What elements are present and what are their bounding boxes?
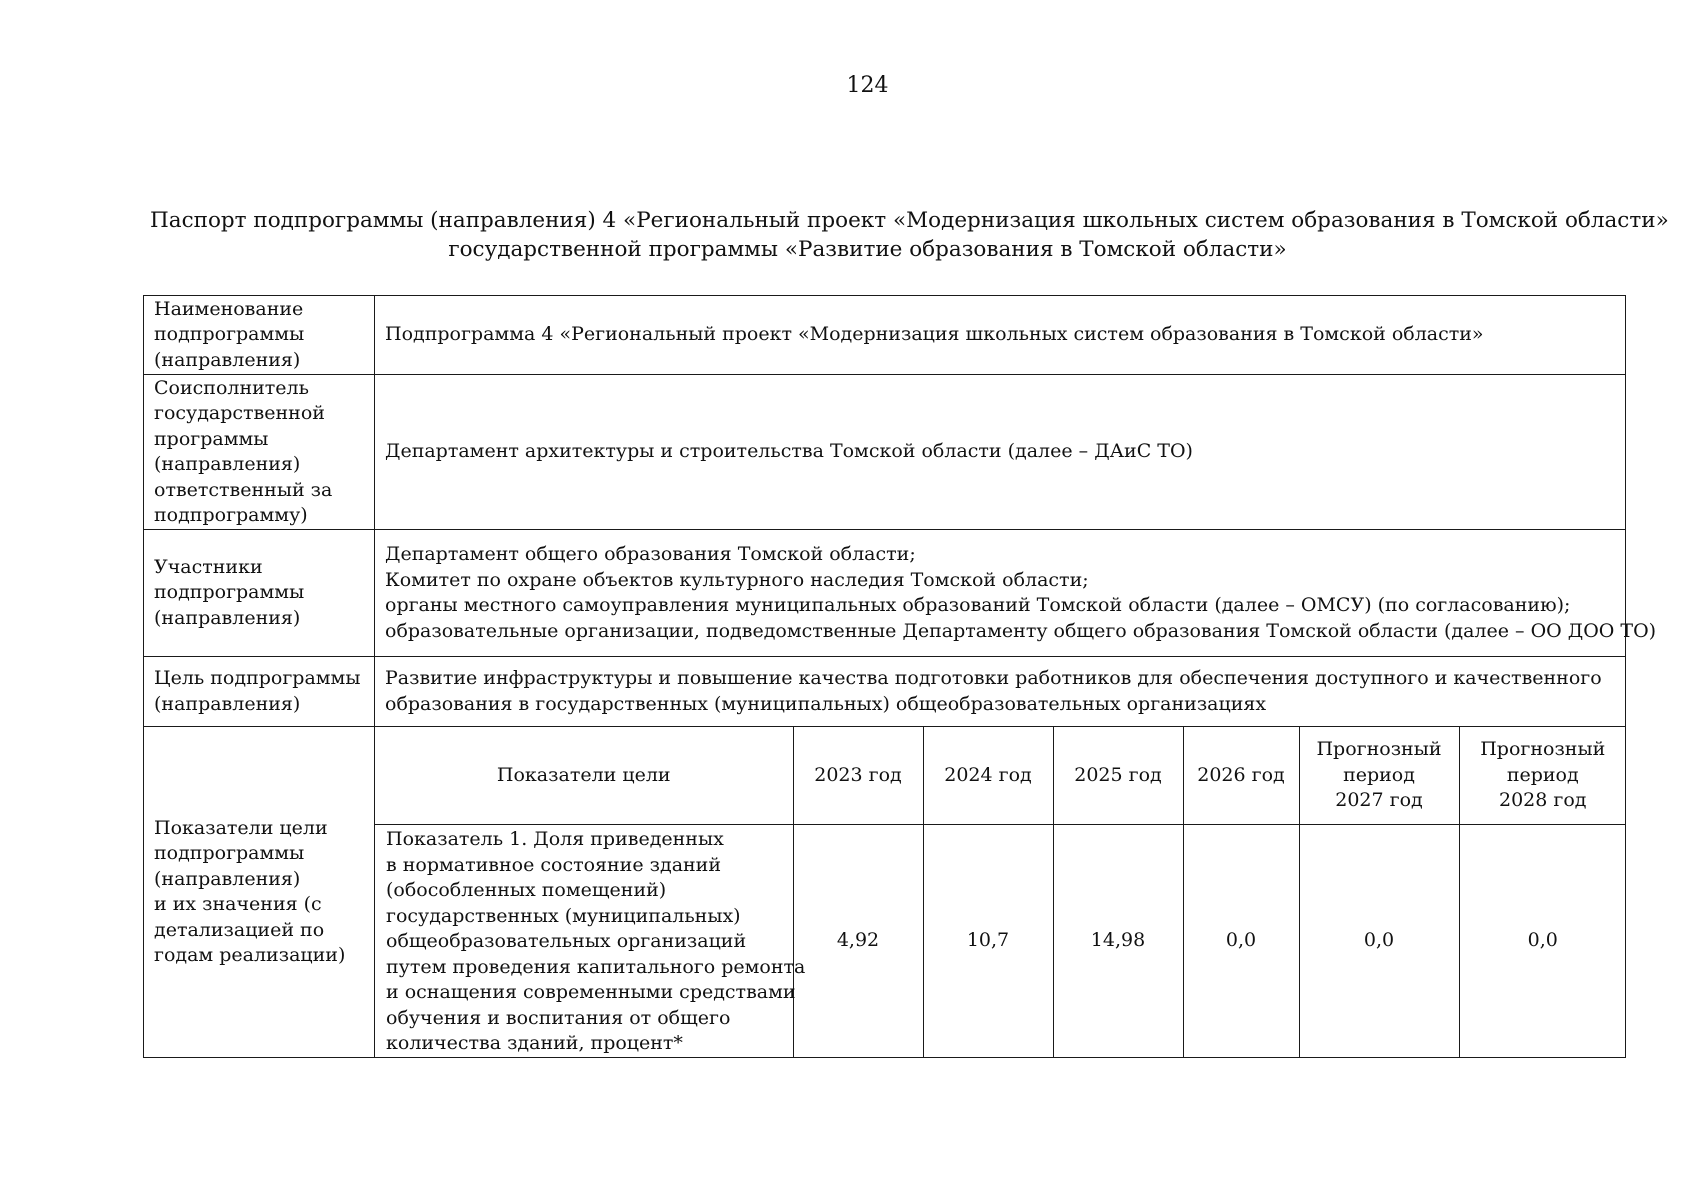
document-title <box>150 206 1669 264</box>
value-2023: 4,92 <box>793 824 923 1057</box>
label-line: государственной <box>154 402 325 424</box>
row-participants <box>144 530 1626 657</box>
header-year-2026: 2026 год <box>1183 727 1299 824</box>
label-line: Цель подпрограммы <box>154 667 361 689</box>
row-coexecutor-value <box>375 375 1626 530</box>
description-line: государственных (муниципальных) <box>386 904 741 927</box>
header-line: Прогнозный <box>1480 738 1606 760</box>
indicators-table <box>375 727 1626 1057</box>
header-line: период <box>1506 763 1579 786</box>
label-line: (направления) <box>154 867 301 890</box>
indicator-row <box>375 824 1626 1057</box>
header-line: 2028 год <box>1499 789 1587 811</box>
description-line: общеобразовательных организаций <box>386 930 747 952</box>
label-line: (направления) <box>154 692 301 715</box>
header-indicator-name: Показатели цели <box>375 727 793 824</box>
description-line: путем проведения капитального ремонта <box>386 955 806 978</box>
value-2028: 0,0 <box>1459 824 1626 1057</box>
row-coexecutor <box>144 375 1626 530</box>
row-indicators-label <box>144 727 375 1058</box>
indicators-cell <box>375 727 1626 1058</box>
value-line: Подпрограмма 4 «Региональный проект «Модернизация школьных систем образования в Томской области» <box>385 323 1484 346</box>
label-line: (направления) <box>154 348 301 371</box>
page-number: 124 <box>846 73 889 98</box>
label-line: (направления) <box>154 453 301 475</box>
value-2024: 10,7 <box>923 824 1053 1057</box>
header-line: 2027 год <box>1335 789 1423 811</box>
header-year-2025: 2025 год <box>1053 727 1183 824</box>
description-line: и оснащения современными средствами <box>386 981 796 1003</box>
description-line: количества зданий, процент* <box>386 1032 683 1054</box>
header-line: период <box>1343 763 1415 786</box>
label-line: ответственный за <box>154 478 333 501</box>
row-goal <box>144 657 1626 727</box>
label-line: Соисполнитель <box>154 376 309 399</box>
description-line: в нормативное состояние зданий <box>386 853 722 876</box>
value-line: Комитет по охране объектов культурного наследия Томской области; <box>385 568 1089 591</box>
label-line: и их значения (с <box>154 893 322 915</box>
value-line: образования в государственных (муниципальных) общеобразовательных организациях <box>385 692 1267 715</box>
title-line-1: Паспорт подпрограммы (направления) 4 «Региональный проект «Модернизация школьных систем образования в Томской области» <box>150 208 1669 233</box>
label-line: годам реализации) <box>154 944 346 966</box>
label-line: подпрограмму) <box>154 504 308 526</box>
value-line: Департамент общего образования Томской области; <box>385 543 916 565</box>
label-line: подпрограммы <box>154 323 305 346</box>
title-line-2: государственной программы «Развитие образования в Томской области» <box>448 237 1287 262</box>
value-line: Развитие инфраструктуры и повышение качества подготовки работников для обеспечения доступного и качественного <box>385 667 1602 689</box>
value-2027: 0,0 <box>1299 824 1459 1057</box>
row-indicators <box>144 727 1626 1058</box>
row-coexecutor-label <box>144 375 375 530</box>
row-goal-label <box>144 657 375 727</box>
value-2025: 14,98 <box>1053 824 1183 1057</box>
label-line: (направления) <box>154 606 301 629</box>
label-line: программы <box>154 427 269 450</box>
label-line: Наименование <box>154 297 304 320</box>
description-line: обучения и воспитания от общего <box>386 1006 731 1029</box>
row-name <box>144 296 1626 375</box>
value-line: органы местного самоуправления муниципальных образований Томской области (далее – ОМСУ) (по согласованию); <box>385 594 1571 616</box>
header-line: Прогнозный <box>1316 738 1442 760</box>
passport-table <box>143 295 1657 1058</box>
indicator-description <box>375 824 806 1057</box>
row-name-label <box>144 296 375 375</box>
header-year-2023: 2023 год <box>793 727 923 824</box>
label-line: подпрограммы <box>154 842 305 864</box>
description-line: Показатель 1. Доля приведенных <box>386 828 724 850</box>
label-line: Показатели цели <box>154 816 328 839</box>
row-participants-value <box>375 530 1657 657</box>
label-line: Участники <box>154 555 263 578</box>
header-year-2027 <box>1299 727 1459 824</box>
description-line: (обособленных помещений) <box>386 879 667 901</box>
row-goal-value <box>375 657 1626 727</box>
label-line: подпрограммы <box>154 581 305 604</box>
row-name-value <box>375 296 1626 375</box>
value-line: Департамент архитектуры и строительства Томской области (далее – ДАиС ТО) <box>385 440 1193 463</box>
indicators-header-row <box>375 727 1626 824</box>
value-line: образовательные организации, подведомственные Департаменту общего образования Томской области (далее – ОО ДОО ТО) <box>385 619 1657 642</box>
value-2026: 0,0 <box>1183 824 1299 1057</box>
header-year-2028 <box>1459 727 1626 824</box>
label-line: детализацией по <box>154 918 325 941</box>
header-year-2024: 2024 год <box>923 727 1053 824</box>
row-participants-label <box>144 530 375 657</box>
